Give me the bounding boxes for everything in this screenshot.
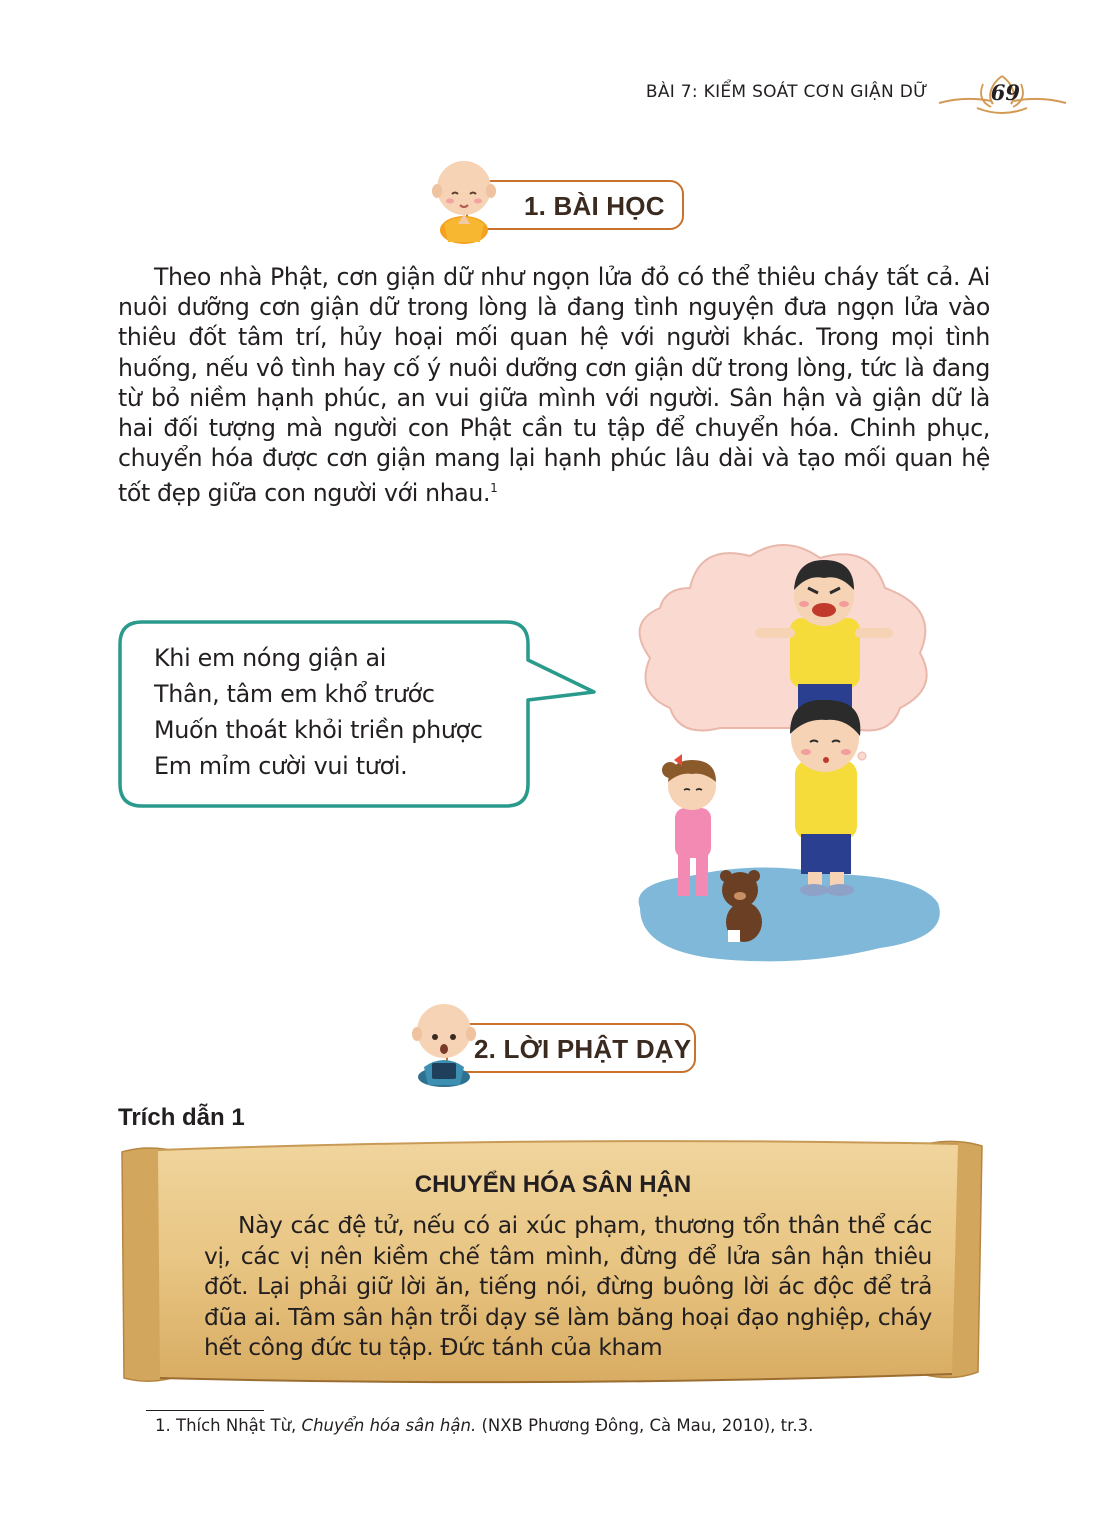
page-number: 69 [990,80,1020,105]
lesson-paragraph [118,262,990,508]
poem-line: Em mỉm cười vui tươi. [154,752,408,780]
quote-title: CHUYỂN HÓA SÂN HẬN [414,1171,692,1198]
footnote-number: 1. Thích Nhật Từ, [155,1416,302,1435]
poem-speech-bubble [118,620,598,810]
quote-label: Trích dẫn 1 [118,1104,245,1131]
poem-line: Khi em nóng giận ai [154,644,387,672]
section1-heading-text: 1. BÀI HỌC [524,191,665,221]
quote-scroll-panel [118,1138,988,1394]
children-illustration [620,538,950,978]
monk-reading-icon [410,997,478,1089]
footnote-book-title: Chuyển hóa sân hận. [301,1416,477,1435]
poem-line: Thân, tâm em khổ trước [154,680,435,708]
quote-body [204,1210,932,1363]
monk-praying-icon [430,154,498,246]
footnote [155,1416,813,1435]
header-title: BÀI 7: KIỂM SOÁT CƠN GIẬN DỮ [645,82,928,102]
poem-lines [154,640,483,784]
poem-line: Muốn thoát khỏi triền phược [154,716,483,744]
section-heading-bai-hoc [430,180,686,244]
section2-heading-text: 2. LỜI PHẬT DẠY [474,1034,692,1064]
footnote-publisher: (NXB Phương Đông, Cà Mau, 2010), tr.3. [476,1416,814,1435]
running-header [600,72,1070,122]
lesson-paragraph-text: Theo nhà Phật, cơn giận dữ như ngọn lửa đỏ có thể thiêu cháy tất cả. Ai nuôi dưỡng cơn giận dữ trong lòng là đang tình nguyện đưa ngọn lửa vào thiêu đốt tâm trí, hủy hoại mối quan hệ với người khác. Trong mọi tình huống, nếu vô tình hay cố ý nuôi dưỡng cơn giận dữ trong lòng, tức là đang từ bỏ niềm hạnh phúc, an vui giữa mình với người. Sân hận và giận dữ là hai đối tượng mà người con Phật cần tu tập để chuyển hóa. Chinh phục, chuyển hóa được cơn giận mang lại hạnh phúc lâu dài và tạo mối quan hệ tốt đẹp giữa con người với nhau. [118,263,990,508]
section-heading-loi-phat-day [410,1023,700,1087]
footnote-marker: 1 [490,481,498,496]
quote-body-text: Này các đệ tử, nếu có ai xúc phạm, thương tổn thân thể các vị, các vị nên kiềm chế tâm mình, đừng để lửa sân hận thiêu đốt. Lại phải giữ lời ăn, tiếng nói, đừng buông lời ác độc để trả đũa ai. Tâm sân hận trỗi dạy sẽ làm băng hoại đạo nghiệp, cháy hết công đức tu tập. Đức tánh của kham [204,1211,932,1361]
footnote-divider [146,1410,264,1411]
